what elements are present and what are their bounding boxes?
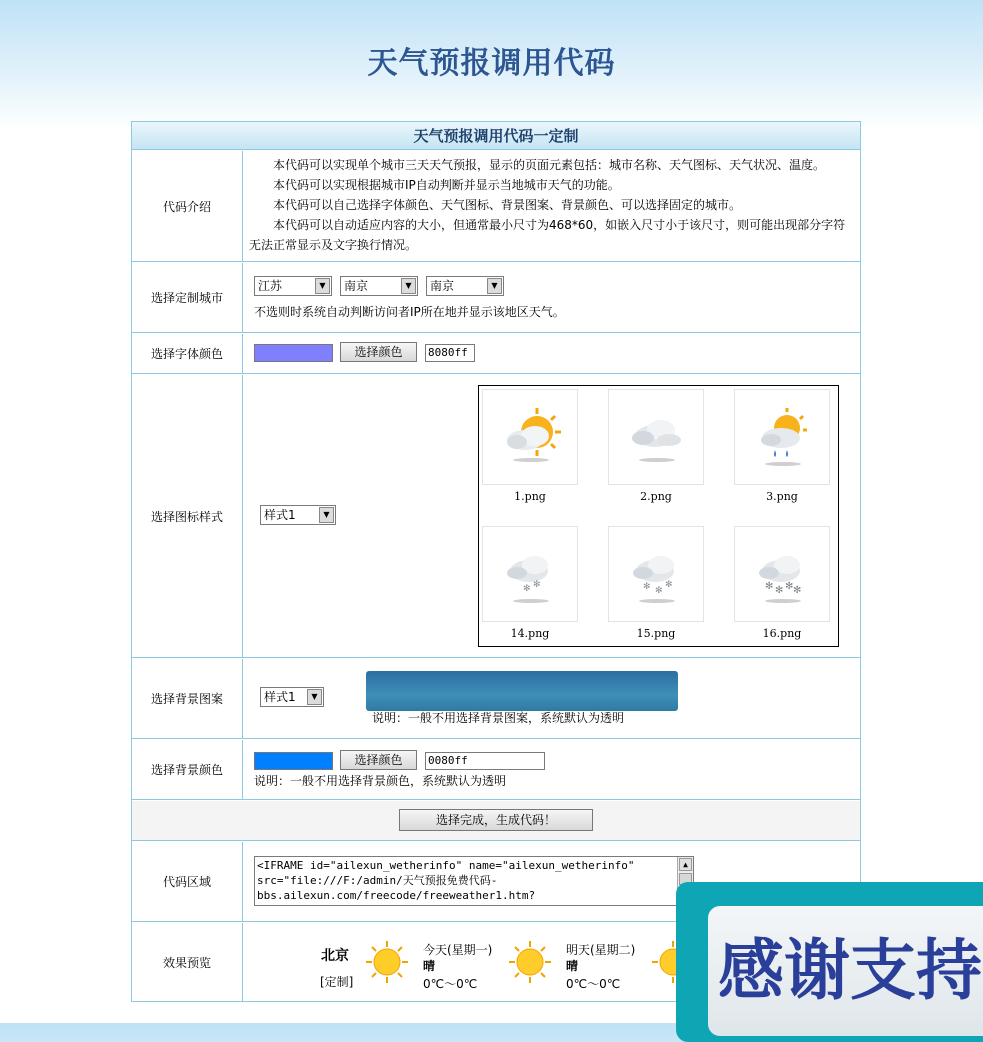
snow-cloud-icon[interactable] <box>608 526 704 622</box>
city-value: 南京 <box>344 279 369 293</box>
bg-color-row <box>132 740 860 800</box>
district-value: 南京 <box>430 279 455 293</box>
bg-color-pick-button[interactable]: 选择颜色 <box>340 750 417 770</box>
sun-cloud-rain-icon[interactable] <box>734 389 830 485</box>
svg-text:✻: ✻ <box>775 585 784 596</box>
intro-label: 代码介绍 <box>132 151 243 261</box>
font-color-pick-button[interactable]: 选择颜色 <box>340 342 417 362</box>
icon-gallery <box>478 385 839 647</box>
icon-style-content <box>244 375 860 657</box>
font-color-swatch <box>254 344 333 362</box>
icon-caption: 15.png <box>636 627 676 640</box>
preview-city: 北京 <box>321 948 349 964</box>
svg-text:✻: ✻ <box>523 584 531 594</box>
cloud-icon[interactable] <box>608 389 704 485</box>
tomorrow-condition: 晴 <box>566 959 579 973</box>
icon-style-select[interactable] <box>260 505 336 525</box>
intro-content <box>244 151 860 261</box>
sun-cloud-icon[interactable] <box>482 389 578 485</box>
font-color-row <box>132 334 860 374</box>
svg-text:✻: ✻ <box>793 585 802 596</box>
code-label: 代码区域 <box>132 842 243 921</box>
city-content <box>244 263 860 332</box>
font-color-content <box>244 334 860 373</box>
code-text: <IFRAME id="ailexun_wetherinfo" name="ailexun_wetherinfo" src="file:///F:/admin/天气预报免费代码-bbs.ailexun.com/freecode/freeweather1.htm? <box>257 859 635 902</box>
preview-custom-link[interactable]: [定制] <box>320 975 354 989</box>
generate-row <box>132 801 860 841</box>
bg-color-note: 说明：一般不用选择背景颜色，系统默认为透明 <box>254 774 507 788</box>
city-note: 不选则时系统自动判断访问者IP所在地并显示该地区天气。 <box>254 305 565 319</box>
province-value: 江苏 <box>258 279 283 293</box>
intro-row <box>132 151 860 262</box>
customize-panel <box>131 121 861 1002</box>
icon-caption: 3.png <box>766 490 798 503</box>
scroll-up-icon[interactable]: ▲ <box>679 858 692 871</box>
bg-pattern-note: 说明：一般不用选择背景图案，系统默认为透明 <box>372 711 625 725</box>
font-color-label: 选择字体颜色 <box>132 334 243 373</box>
chevron-down-icon[interactable]: ▼ <box>401 278 416 294</box>
city-label: 选择定制城市 <box>132 263 243 332</box>
icon-caption: 16.png <box>762 627 802 640</box>
svg-text:✻: ✻ <box>655 586 663 596</box>
bg-pattern-value: 样式1 <box>264 690 296 704</box>
heavy-snow-cloud-icon[interactable] <box>734 526 830 622</box>
snow-cloud-icon[interactable] <box>482 526 578 622</box>
font-color-input[interactable]: 8080ff <box>425 344 475 362</box>
district-select[interactable] <box>426 276 504 296</box>
icon-style-value: 样式1 <box>264 508 296 522</box>
chevron-down-icon[interactable]: ▼ <box>319 507 334 523</box>
intro-line: 本代码可以实现单个城市三天天气预报，显示的页面元素包括：城市名称、天气图标、天气状况、温度。 <box>273 158 826 172</box>
svg-text:✻: ✻ <box>785 581 794 592</box>
chevron-down-icon[interactable]: ▼ <box>487 278 502 294</box>
bg-pattern-preview[interactable] <box>366 671 678 711</box>
province-select[interactable] <box>254 276 332 296</box>
tomorrow-temp: 0℃～0℃ <box>566 977 621 991</box>
icon-caption: 1.png <box>514 490 546 503</box>
panel-title: 天气预报调用代码一定制 <box>132 122 860 150</box>
city-row <box>132 263 860 333</box>
bg-pattern-content <box>244 659 860 738</box>
intro-line: 本代码可以自己选择字体颜色、天气图标、背景图案、背景颜色、可以选择固定的城市。 <box>273 198 742 212</box>
icon-style-label: 选择图标样式 <box>132 375 243 657</box>
thanks-text: 感谢支持 <box>708 906 983 1036</box>
svg-text:✻: ✻ <box>665 580 673 590</box>
bg-color-content <box>244 740 860 799</box>
intro-line: 本代码可以自动适应内容的大小，但通常最小尺寸为468*60，如嵌入尺寸小于该尺寸，则可能出现部分字符无法正常显示及文字换行情况。 <box>249 218 846 252</box>
thanks-banner <box>676 882 983 1042</box>
bg-color-label: 选择背景颜色 <box>132 740 243 799</box>
bg-color-swatch <box>254 752 333 770</box>
bg-pattern-select[interactable] <box>260 687 324 707</box>
code-textarea[interactable] <box>254 856 694 906</box>
icon-caption: 2.png <box>640 490 672 503</box>
sun-icon <box>364 939 410 985</box>
chevron-down-icon[interactable]: ▼ <box>307 689 322 705</box>
today-temp: 0℃～0℃ <box>423 977 478 991</box>
today-title: 今天(星期一) <box>423 943 493 957</box>
today-condition: 晴 <box>423 959 436 973</box>
generate-code-button[interactable]: 选择完成，生成代码！ <box>399 809 593 831</box>
bg-pattern-label: 选择背景图案 <box>132 659 243 738</box>
chevron-down-icon[interactable]: ▼ <box>315 278 330 294</box>
svg-text:✻: ✻ <box>643 582 651 592</box>
preview-label: 效果预览 <box>132 923 243 1001</box>
intro-line: 本代码可以实现根据城市IP自动判断并显示当地城市天气的功能。 <box>273 178 620 192</box>
bg-color-input[interactable]: 0080ff <box>425 752 545 770</box>
icon-caption: 14.png <box>510 627 550 640</box>
city-select[interactable] <box>340 276 418 296</box>
svg-text:✻: ✻ <box>765 581 774 592</box>
sun-icon <box>507 939 553 985</box>
tomorrow-title: 明天(星期二) <box>566 943 636 957</box>
svg-text:✻: ✻ <box>533 580 541 590</box>
page-title: 天气预报调用代码 <box>367 46 616 81</box>
bg-pattern-row <box>132 659 860 739</box>
icon-style-row <box>132 375 860 658</box>
